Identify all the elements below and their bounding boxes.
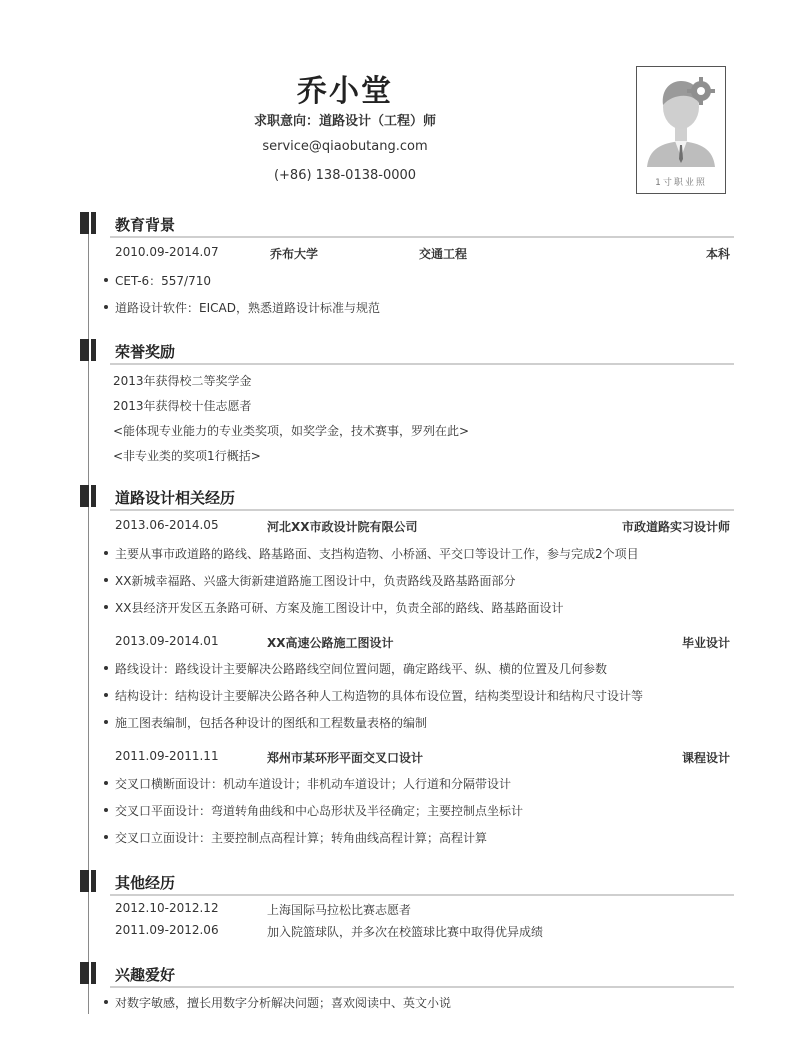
section-marker — [80, 870, 96, 892]
education-date: 2010.09-2014.07 — [115, 245, 219, 259]
section-title-awards: 荣誉奖励 — [115, 343, 176, 361]
section-marker — [80, 339, 96, 361]
section-marker — [80, 962, 96, 984]
list-item: XX新城幸福路、兴盛大街新建道路施工图设计中，负责路线及路基路面部分 — [104, 572, 515, 589]
education-major: 交通工程 — [419, 247, 468, 261]
award-item: 2013年获得校二等奖学金 — [113, 374, 252, 388]
section-title-education: 教育背景 — [115, 216, 176, 234]
section-divider — [110, 894, 734, 896]
experience-role: 市政道路实习设计师 — [621, 520, 730, 534]
education-degree: 本科 — [705, 247, 730, 261]
list-item: 交叉口横断面设计：机动车道设计；非机动车道设计；人行道和分隔带设计 — [104, 775, 511, 792]
section-divider — [110, 363, 734, 365]
section-divider — [110, 509, 734, 511]
section-marker — [80, 485, 96, 507]
experience-org: 郑州市某环形平面交叉口设计 — [267, 751, 424, 765]
list-item: 交叉口立面设计：主要控制点高程计算；转角曲线高程计算；高程计算 — [104, 829, 487, 846]
section-title-other: 其他经历 — [115, 874, 176, 892]
section-divider — [110, 986, 734, 988]
experience-date: 2013.09-2014.01 — [115, 634, 219, 648]
timeline-line — [88, 212, 89, 1014]
phone-text: (+86) 138-0138-0000 — [273, 168, 417, 183]
award-item: <能体现专业能力的专业类奖项，如奖学金，技术赛事，罗列在此> — [113, 424, 470, 438]
section-title-hobbies: 兴趣爱好 — [115, 966, 176, 984]
other-date: 2011.09-2012.06 — [115, 923, 219, 937]
award-item: 2013年获得校十佳志愿者 — [113, 399, 252, 413]
experience-row — [115, 634, 730, 652]
other-text: 上海国际马拉松比赛志愿者 — [267, 903, 412, 917]
email-text: service@qiaobutang.com — [262, 139, 428, 154]
experience-date: 2011.09-2011.11 — [115, 749, 219, 763]
list-item: 对数字敏感，擅长用数字分析解决问题；喜欢阅读中、英文小说 — [104, 994, 451, 1011]
photo-label: 1寸职业照 — [655, 178, 707, 188]
education-school: 乔布大学 — [270, 247, 319, 261]
section-title-experience: 道路设计相关经历 — [115, 489, 236, 507]
job-intent: 求职意向：道路设计（工程）师 — [253, 114, 436, 129]
experience-date: 2013.06-2014.05 — [115, 518, 219, 532]
list-item: 交叉口平面设计：弯道转角曲线和中心岛形状及半径确定；主要控制点坐标计 — [104, 802, 523, 819]
other-row — [115, 923, 730, 941]
list-item: 道路设计软件：EICAD，熟悉道路设计标准与规范 — [104, 299, 380, 316]
experience-row — [115, 749, 730, 767]
section-divider — [110, 236, 734, 238]
list-item: 施工图表编制，包括各种设计的图纸和工程数量表格的编制 — [104, 714, 427, 731]
list-item: XX县经济开发区五条路可研、方案及施工图设计中，负责全部的路线、路基路面设计 — [104, 599, 563, 616]
other-row — [115, 901, 730, 919]
other-text: 加入院篮球队，并多次在校篮球比赛中取得优异成绩 — [267, 925, 544, 939]
photo-placeholder — [636, 66, 726, 194]
experience-role: 毕业设计 — [681, 636, 730, 650]
experience-row — [115, 518, 730, 536]
list-item: 主要从事市政道路的路线、路基路面、支挡构造物、小桥涵、平交口等设计工作，参与完成2个项目 — [104, 545, 639, 562]
section-marker — [80, 212, 96, 234]
other-date: 2012.10-2012.12 — [115, 901, 219, 915]
list-item: CET-6：557/710 — [104, 272, 211, 289]
award-item: <非专业类的奖项1行概括> — [113, 449, 261, 463]
list-item: 结构设计：结构设计主要解决公路各种人工构造物的具体布设位置，结构类型设计和结构尺寸设计等 — [104, 687, 643, 704]
candidate-name: 乔小堂 — [297, 74, 393, 109]
experience-org: XX高速公路施工图设计 — [267, 636, 394, 650]
experience-role: 课程设计 — [681, 751, 730, 765]
list-item: 路线设计：路线设计主要解决公路路线空间位置问题，确定路线平、纵、横的位置及几何参数 — [104, 660, 607, 677]
experience-org: 河北XX市政设计院有限公司 — [267, 520, 418, 534]
education-row — [115, 245, 730, 263]
